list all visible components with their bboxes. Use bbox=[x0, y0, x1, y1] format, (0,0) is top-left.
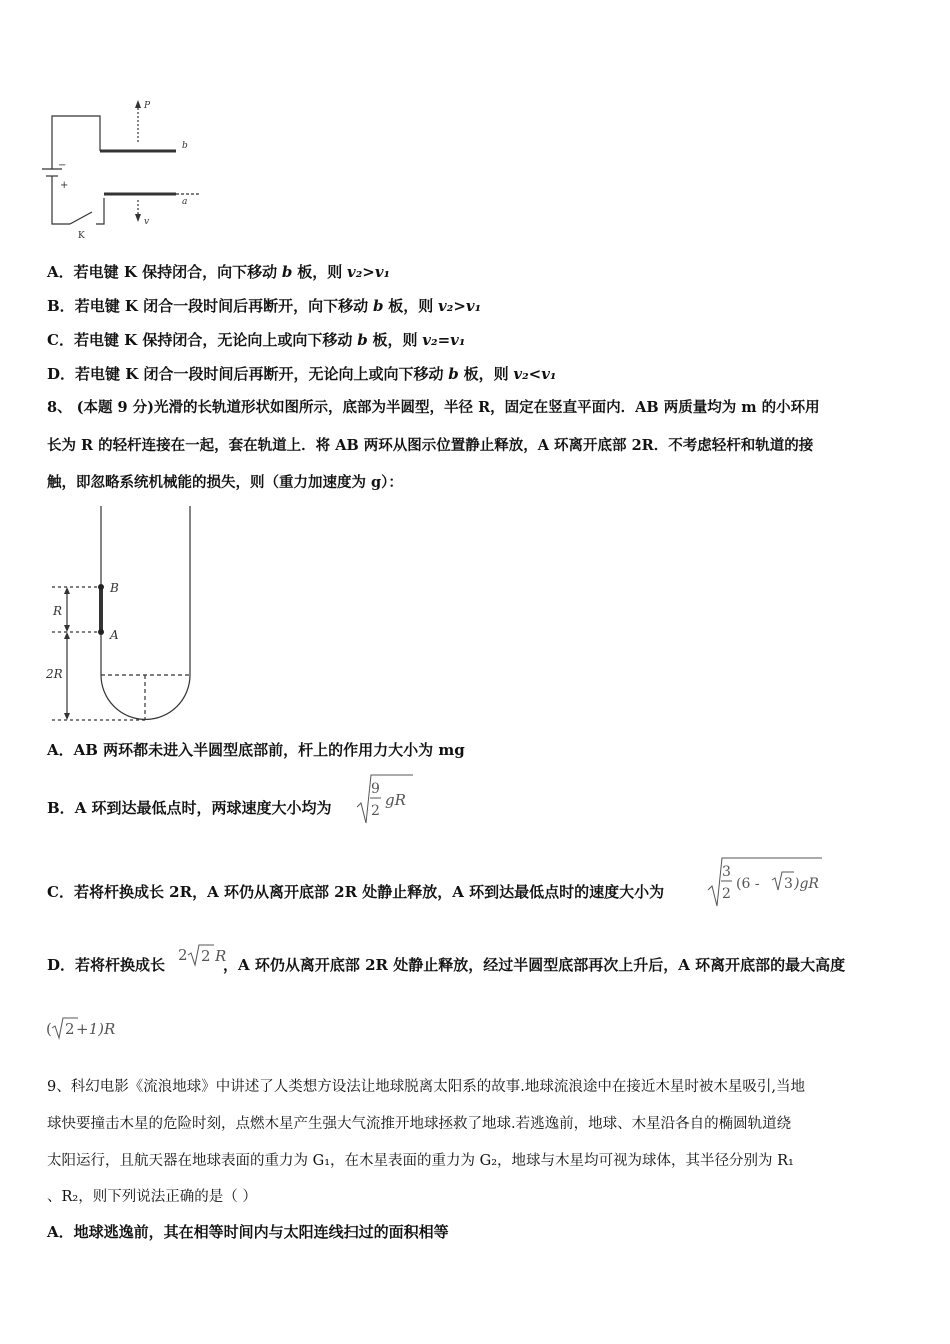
svg-text:2: 2 bbox=[201, 947, 211, 965]
svg-text:3: 3 bbox=[722, 864, 731, 880]
label-2r: 2R bbox=[46, 667, 63, 681]
svg-text:)gR: )gR bbox=[794, 876, 819, 892]
svg-text:2: 2 bbox=[65, 1020, 75, 1038]
capacitor-circuit-figure bbox=[40, 96, 200, 242]
svg-text:+1)R: +1)R bbox=[76, 1020, 116, 1038]
svg-text:2: 2 bbox=[371, 803, 380, 819]
svg-text:2: 2 bbox=[722, 886, 731, 902]
track-figure bbox=[44, 502, 204, 728]
svg-text:2: 2 bbox=[178, 946, 188, 964]
label-a-ring: A bbox=[110, 628, 119, 642]
svg-text:gR: gR bbox=[385, 791, 406, 809]
q9-option-a: A．地球逃逸前，其在相等时间内与太阳连线扫过的面积相等 bbox=[47, 1223, 449, 1241]
q9-stem-line-2: 球快要撞击木星的危险时刻，点燃木星产生强大气流推开地球拯救了地球.若逃逸前，地球、木星沿各自的椭圆轨道绕 bbox=[47, 1116, 792, 1132]
label-b: b bbox=[182, 141, 188, 151]
label-b-ring: B bbox=[110, 581, 119, 595]
q8-option-c: C．若将杆换成长 2R，A 环仍从离开底部 2R 处静止释放，A 环到达最低点时的速度大小为 bbox=[47, 883, 665, 901]
svg-text:3: 3 bbox=[784, 876, 793, 892]
q9-stem-line-4: 、R₂，则下列说法正确的是（ ） bbox=[47, 1189, 257, 1205]
answer-sqrt2-plus-1-r bbox=[46, 1014, 136, 1042]
q8-option-b: B．A 环到达最低点时，两球速度大小均为 bbox=[47, 799, 332, 817]
label-a: a bbox=[182, 197, 188, 207]
svg-text:9: 9 bbox=[371, 781, 380, 797]
sqrt-9-2-gr bbox=[355, 773, 415, 827]
label-v: v bbox=[144, 217, 150, 227]
svg-text:R: R bbox=[215, 947, 227, 965]
label-plus: + bbox=[60, 180, 69, 191]
label-minus: − bbox=[58, 160, 67, 171]
two-sqrt2-r bbox=[176, 941, 232, 967]
q9-stem-line-1: 9、科幻电影《流浪地球》中讲述了人类想方设法让地球脱离太阳系的故事.地球流浪途中在接近木星时被木星吸引,当地 bbox=[47, 1079, 805, 1095]
svg-text:(6 -: (6 - bbox=[736, 876, 760, 892]
q8-option-d: D．若将杆换成长 ，A 环仍从离开底部 2R 处静止释放，经过半圆型底部再次上升后，A 环离开底部的最大高度 bbox=[47, 956, 846, 974]
label-r: R bbox=[53, 604, 63, 618]
label-k: K bbox=[78, 231, 85, 241]
q7-option-c: C．若电键 K 保持闭合，无论向上或向下移动 b 板，则 v₂=v₁ bbox=[47, 331, 466, 349]
q8-stem-line-1: 8、 (本题 9 分)光滑的长轨道形状如图所示，底部为半圆型，半径 R，固定在竖直平面内．AB 两质量均为 m 的小环用 bbox=[47, 399, 820, 416]
q8-stem-line-3: 触，即忽略系统机械能的损失，则（重力加速度为 g）： bbox=[47, 474, 403, 491]
q9-stem-line-3: 太阳运行，且航天器在地球表面的重力为 G₁，在木星表面的重力为 G₂，地球与木星均可视为球体，其半径分别为 R₁ bbox=[47, 1153, 794, 1169]
q7-option-d: D．若电键 K 闭合一段时间后再断开，无论向上或向下移动 b 板，则 v₂<v₁ bbox=[47, 365, 557, 383]
sqrt-3-2-6-sqrt3-gr bbox=[706, 856, 824, 910]
q7-option-a: A．若电键 K 保持闭合，向下移动 b 板，则 v₂>v₁ bbox=[47, 263, 391, 281]
q7-option-b: B．若电键 K 闭合一段时间后再断开，向下移动 b 板，则 v₂>v₁ bbox=[47, 297, 482, 315]
svg-text:(: ( bbox=[46, 1020, 52, 1038]
label-p: P bbox=[144, 101, 151, 111]
q8-stem-line-2: 长为 R 的轻杆连接在一起，套在轨道上．将 AB 两环从图示位置静止释放，A 环离开底部 2R．不考虑轻杆和轨道的接 bbox=[47, 437, 814, 454]
q8-option-a: A．AB 两环都未进入半圆型底部前，杆上的作用力大小为 mg bbox=[47, 741, 465, 759]
